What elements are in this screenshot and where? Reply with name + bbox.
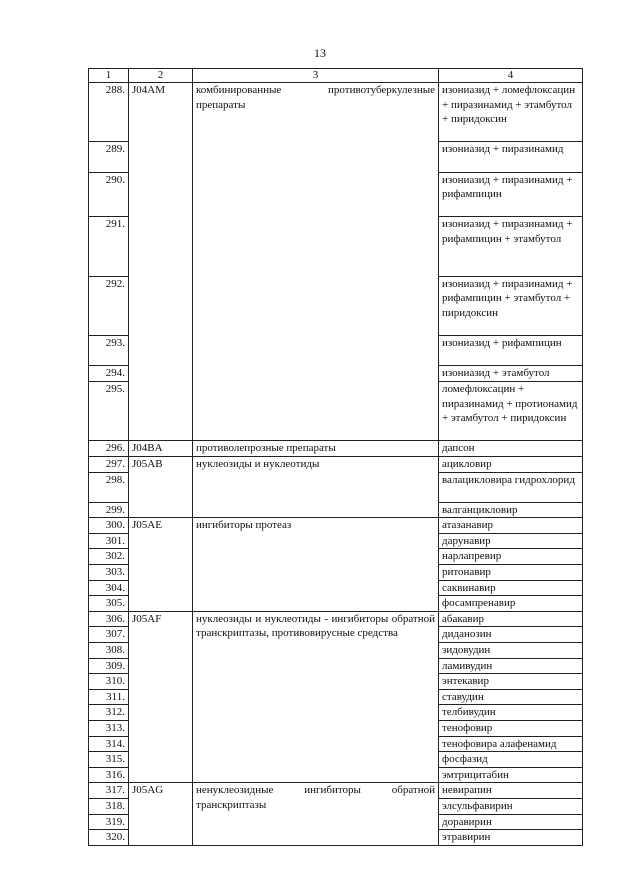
column-header-row: [89, 69, 583, 83]
active-ingredient: ламивудин: [439, 658, 583, 674]
active-ingredient: изониазид + пиразинамид + рифампицин: [439, 172, 583, 217]
active-ingredient: нарлапревир: [439, 549, 583, 565]
pharmacological-group: нуклеозиды и нуклеотиды: [193, 456, 439, 517]
table-row: [89, 611, 583, 627]
row-number: 299.: [89, 502, 129, 518]
row-number: 306.: [89, 611, 129, 627]
active-ingredient: доравирин: [439, 814, 583, 830]
row-number: 292.: [89, 276, 129, 335]
active-ingredient: саквинавир: [439, 580, 583, 596]
row-number: 291.: [89, 217, 129, 276]
pharmacological-group: комбинированные противотуберкулезные препараты: [193, 83, 439, 441]
active-ingredient: дарунавир: [439, 533, 583, 549]
row-number: 319.: [89, 814, 129, 830]
page-number: 13: [314, 46, 326, 60]
row-number: 311.: [89, 689, 129, 705]
row-number: 300.: [89, 518, 129, 534]
row-number: 295.: [89, 381, 129, 440]
active-ingredient: диданозин: [439, 627, 583, 643]
active-ingredient: изониазид + рифампицин: [439, 336, 583, 366]
row-number: 320.: [89, 830, 129, 846]
row-number: 301.: [89, 533, 129, 549]
row-number: 296.: [89, 441, 129, 457]
atc-code: J05AG: [129, 783, 193, 845]
row-number: 303.: [89, 565, 129, 581]
row-number: 318.: [89, 798, 129, 814]
active-ingredient: ритонавир: [439, 565, 583, 581]
active-ingredient: изониазид + этамбутол: [439, 366, 583, 382]
row-number: 305.: [89, 596, 129, 612]
atc-code: J04AM: [129, 83, 193, 441]
active-ingredient: энтекавир: [439, 674, 583, 690]
column-header: 1: [89, 69, 129, 83]
active-ingredient: изониазид + пиразинамид: [439, 142, 583, 172]
active-ingredient: атазанавир: [439, 518, 583, 534]
table-body: [89, 83, 583, 846]
row-number: 302.: [89, 549, 129, 565]
active-ingredient: валганцикловир: [439, 502, 583, 518]
pharmacological-group: нуклеозиды и нуклеотиды - ингибиторы обратной транскриптазы, противовирусные средства: [193, 611, 439, 783]
medication-table: [88, 68, 583, 846]
active-ingredient: невирапин: [439, 783, 583, 799]
column-header: 3: [193, 69, 439, 83]
row-number: 309.: [89, 658, 129, 674]
row-number: 294.: [89, 366, 129, 382]
active-ingredient: этравирин: [439, 830, 583, 846]
active-ingredient: ломефлоксацин + пиразинамид + протионамид + этамбутол + пиридоксин: [439, 381, 583, 440]
row-number: 310.: [89, 674, 129, 690]
row-number: 288.: [89, 83, 129, 142]
pharmacological-group: противолепрозные препараты: [193, 441, 439, 457]
pharmacological-group: ингибиторы протеаз: [193, 518, 439, 612]
active-ingredient: фосфазид: [439, 752, 583, 768]
table-row: [89, 83, 583, 142]
row-number: 304.: [89, 580, 129, 596]
table-row: [89, 441, 583, 457]
active-ingredient: зидовудин: [439, 643, 583, 659]
row-number: 308.: [89, 643, 129, 659]
active-ingredient: абакавир: [439, 611, 583, 627]
table-row: [89, 518, 583, 534]
active-ingredient: ацикловир: [439, 456, 583, 472]
active-ingredient: фосампренавир: [439, 596, 583, 612]
pharmacological-group: ненуклеозидные ингибиторы обратной транскриптазы: [193, 783, 439, 845]
active-ingredient: валацикловира гидрохлорид: [439, 472, 583, 502]
active-ingredient: тенофовира алафенамид: [439, 736, 583, 752]
row-number: 307.: [89, 627, 129, 643]
atc-code: J05AE: [129, 518, 193, 612]
table-row: [89, 783, 583, 799]
column-header: 2: [129, 69, 193, 83]
row-number: 290.: [89, 172, 129, 217]
active-ingredient: элсульфавирин: [439, 798, 583, 814]
atc-code: J05AB: [129, 456, 193, 517]
table-row: [89, 456, 583, 472]
row-number: 313.: [89, 721, 129, 737]
row-number: 312.: [89, 705, 129, 721]
active-ingredient: телбивудин: [439, 705, 583, 721]
row-number: 297.: [89, 456, 129, 472]
active-ingredient: изониазид + ломефлоксацин + пиразинамид + этамбутол + пиридоксин: [439, 83, 583, 142]
active-ingredient: изониазид + пиразинамид + рифампицин + этамбутол + пиридоксин: [439, 276, 583, 335]
row-number: 316.: [89, 767, 129, 783]
column-header: 4: [439, 69, 583, 83]
active-ingredient: изониазид + пиразинамид + рифампицин + этамбутол: [439, 217, 583, 276]
active-ingredient: ставудин: [439, 689, 583, 705]
row-number: 293.: [89, 336, 129, 366]
row-number: 317.: [89, 783, 129, 799]
active-ingredient: тенофовир: [439, 721, 583, 737]
row-number: 315.: [89, 752, 129, 768]
row-number: 289.: [89, 142, 129, 172]
atc-code: J05AF: [129, 611, 193, 783]
row-number: 298.: [89, 472, 129, 502]
atc-code: J04BA: [129, 441, 193, 457]
active-ingredient: дапсон: [439, 441, 583, 457]
active-ingredient: эмтрицитабин: [439, 767, 583, 783]
row-number: 314.: [89, 736, 129, 752]
